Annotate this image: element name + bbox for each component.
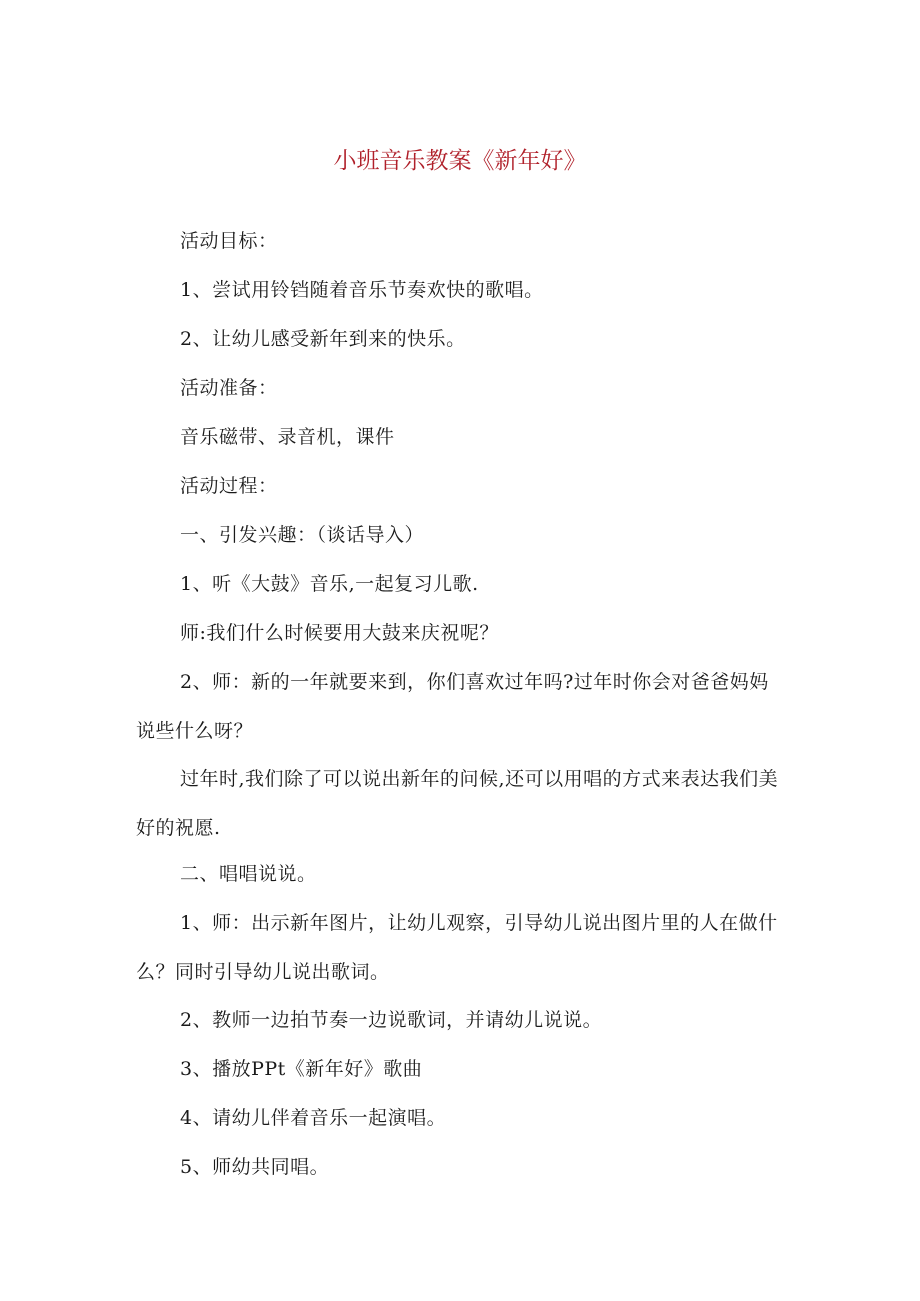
paragraph-teacher-question: 师:我们什么时候要用大鼓来庆祝呢？ bbox=[180, 622, 499, 644]
paragraph-goal-2: 2、让幼儿感受新年到来的快乐。 bbox=[180, 328, 466, 350]
paragraph-section-1: 一、引发兴趣：（谈话导入） bbox=[180, 524, 425, 546]
paragraph-prep-items: 音乐磁带、录音机，课件 bbox=[180, 426, 395, 448]
paragraph-step-2-2: 2、教师一边拍节奏一边说歌词，并请幼儿说说。 bbox=[180, 1009, 603, 1031]
paragraph-goals-heading: 活动目标： bbox=[180, 230, 278, 252]
paragraph-step-2-3: 3、播放PPt《新年好》歌曲 bbox=[180, 1058, 423, 1080]
paragraph-step-1-2: 2、师：新的一年就要来到，你们喜欢过年吗?过年时你会对爸爸妈妈说些什么呀？ bbox=[136, 671, 769, 742]
paragraph-step-2-1: 1、师：出示新年图片，让幼儿观察，引导幼儿说出图片里的人在做什么？同时引导幼儿说出歌词。 bbox=[136, 912, 778, 983]
paragraph-step-2-5: 5、师幼共同唱。 bbox=[180, 1156, 330, 1178]
paragraph-step-2-4: 4、请幼儿伴着音乐一起演唱。 bbox=[180, 1107, 447, 1129]
paragraph-process-heading: 活动过程： bbox=[180, 475, 278, 497]
paragraph-prep-heading: 活动准备： bbox=[180, 377, 278, 399]
document-title: 小班音乐教案《新年好》 bbox=[333, 148, 587, 174]
paragraph-step-1-1: 1、听《大鼓》音乐,一起复习儿歌. bbox=[180, 573, 479, 595]
paragraph-new-year-wishes: 过年时,我们除了可以说出新年的问候,还可以用唱的方式来表达我们美好的祝愿. bbox=[136, 768, 779, 839]
paragraph-section-2: 二、唱唱说说。 bbox=[180, 863, 317, 885]
paragraph-goal-1: 1、尝试用铃铛随着音乐节奏欢快的歌唱。 bbox=[180, 279, 544, 301]
